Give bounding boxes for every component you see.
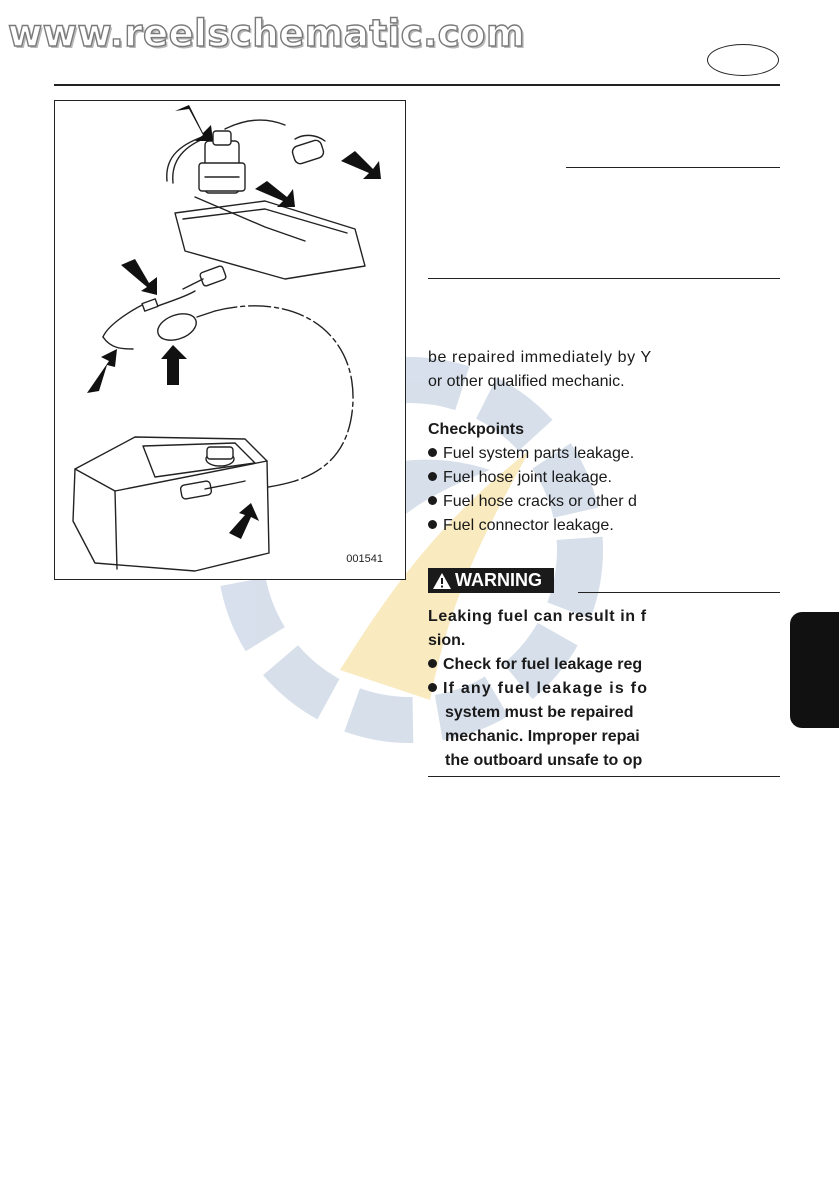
body-text-line-2: or other qualified mechanic. xyxy=(428,373,625,390)
divider-line-1 xyxy=(566,167,780,168)
warning-badge xyxy=(428,568,554,593)
checkpoint-item xyxy=(428,514,614,538)
checkpoints-heading: Checkpoints xyxy=(428,421,525,438)
bullet-dot xyxy=(428,683,437,692)
checkpoint-item xyxy=(428,466,612,490)
checkpoint-text: Fuel hose joint leakage. xyxy=(443,469,612,486)
checkpoint-item xyxy=(428,490,637,514)
watermark-site-url: www.reelschematic.com xyxy=(8,12,526,55)
fuel-system-drawing xyxy=(55,101,406,580)
header-divider xyxy=(54,84,780,86)
warning-item-text: Check for fuel leakage reg xyxy=(443,656,643,673)
checkpoint-text: Fuel hose cracks or other d xyxy=(443,493,637,510)
bullet-dot xyxy=(428,520,437,529)
section-tab-oval xyxy=(707,44,779,76)
warning-item-text: If any fuel leakage is fo xyxy=(443,680,649,697)
warning-triangle-icon xyxy=(432,572,452,590)
checkpoint-item xyxy=(428,442,634,466)
bullet-dot xyxy=(428,496,437,505)
warning-bottom-rule xyxy=(428,776,780,777)
warning-label: WARNING xyxy=(455,570,542,590)
chapter-side-tab xyxy=(790,612,839,728)
warning-intro-line-1: Leaking fuel can result in f xyxy=(428,608,647,625)
warning-item-1 xyxy=(428,653,642,677)
figure-reference-code: 001541 xyxy=(346,553,383,565)
bullet-dot xyxy=(428,659,437,668)
warning-intro-line-2: sion. xyxy=(428,632,466,649)
bullet-dot xyxy=(428,448,437,457)
body-text-line-1: be repaired immediately by Y xyxy=(428,349,652,366)
checkpoint-text: Fuel connector leakage. xyxy=(443,517,614,534)
divider-line-2 xyxy=(428,278,780,279)
warning-item-2-line-2: system must be repaired xyxy=(445,704,634,721)
warning-top-rule xyxy=(578,592,780,593)
warning-item-2-line-3: mechanic. Improper repai xyxy=(445,728,640,745)
checkpoint-text: Fuel system parts leakage. xyxy=(443,445,635,462)
fuel-system-illustration xyxy=(54,100,406,580)
bullet-dot xyxy=(428,472,437,481)
warning-item-2-line-4: the outboard unsafe to op xyxy=(445,752,643,769)
warning-item-2-line-1 xyxy=(428,677,648,701)
